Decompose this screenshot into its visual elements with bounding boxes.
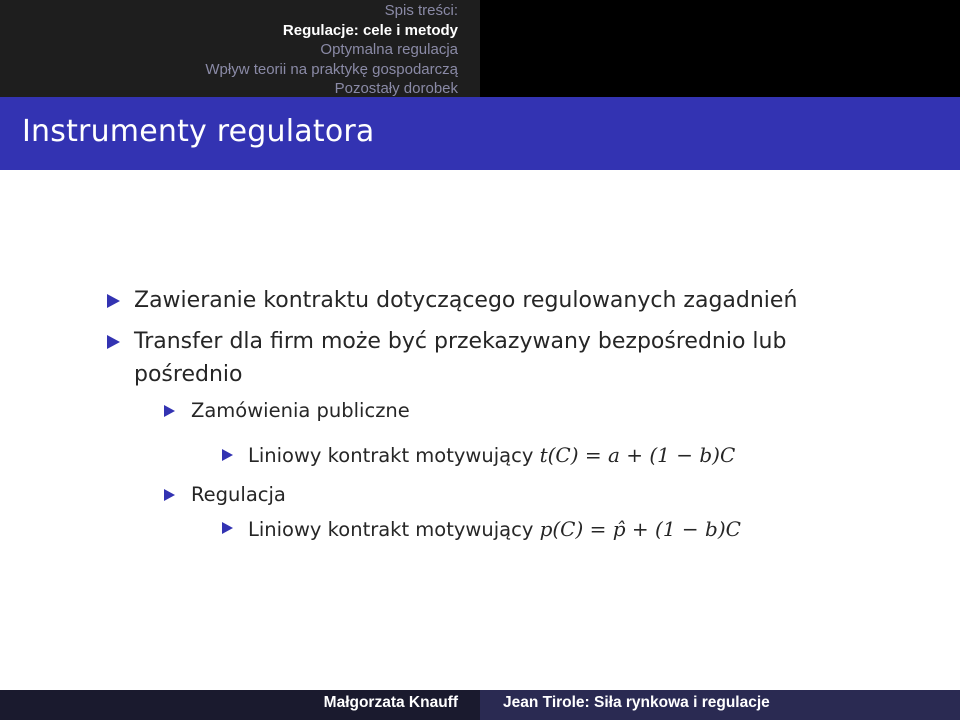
triangle-bullet-icon <box>222 522 233 534</box>
footer-title-panel <box>480 690 960 720</box>
footer-author: Małgorzata Knauff <box>323 694 458 711</box>
toc-item-optimal-regulation[interactable]: Optymalna regulacja <box>320 41 458 58</box>
bullet-text-line2: pośrednio <box>134 362 243 387</box>
footer-author-panel <box>0 690 480 720</box>
bullet-text <box>248 512 741 547</box>
bullet-text <box>248 438 735 473</box>
toc-item-goals-methods[interactable]: Regulacje: cele i metody <box>282 21 458 39</box>
triangle-bullet-icon <box>107 294 120 308</box>
triangle-bullet-icon <box>164 405 175 417</box>
toc-heading[interactable]: Spis treści: <box>384 2 458 19</box>
toc-item-impact-on-practice[interactable]: Wpływ teorii na praktykę gospodarczą <box>205 60 458 78</box>
triangle-bullet-icon <box>164 489 175 501</box>
footer-talk-title: Jean Tirole: Siła rynkowa i regulacje <box>503 694 770 711</box>
bullet-label: Liniowy kontrakt motywujący <box>248 518 534 541</box>
bullet-text: Zamówienia publiczne <box>191 399 410 422</box>
bullet-text: Regulacja <box>191 483 286 506</box>
bullet-text-line1: Transfer dla firm może być przekazywany bezpośrednio lub <box>134 329 787 354</box>
formula-t: t(C) = a + (1 − b)C <box>539 443 736 467</box>
toc-item-other-work[interactable]: Pozostały dorobek <box>334 80 458 97</box>
triangle-bullet-icon <box>222 449 233 461</box>
triangle-bullet-icon <box>107 335 120 349</box>
slide-title: Instrumenty regulatora <box>22 114 375 149</box>
bullet-text: Zawieranie kontraktu dotyczącego regulowanych zagadnień <box>134 288 798 313</box>
bullet-label: Liniowy kontrakt motywujący <box>248 444 534 467</box>
formula-p: p(C) = p̂ + (1 − b)C <box>539 517 741 541</box>
